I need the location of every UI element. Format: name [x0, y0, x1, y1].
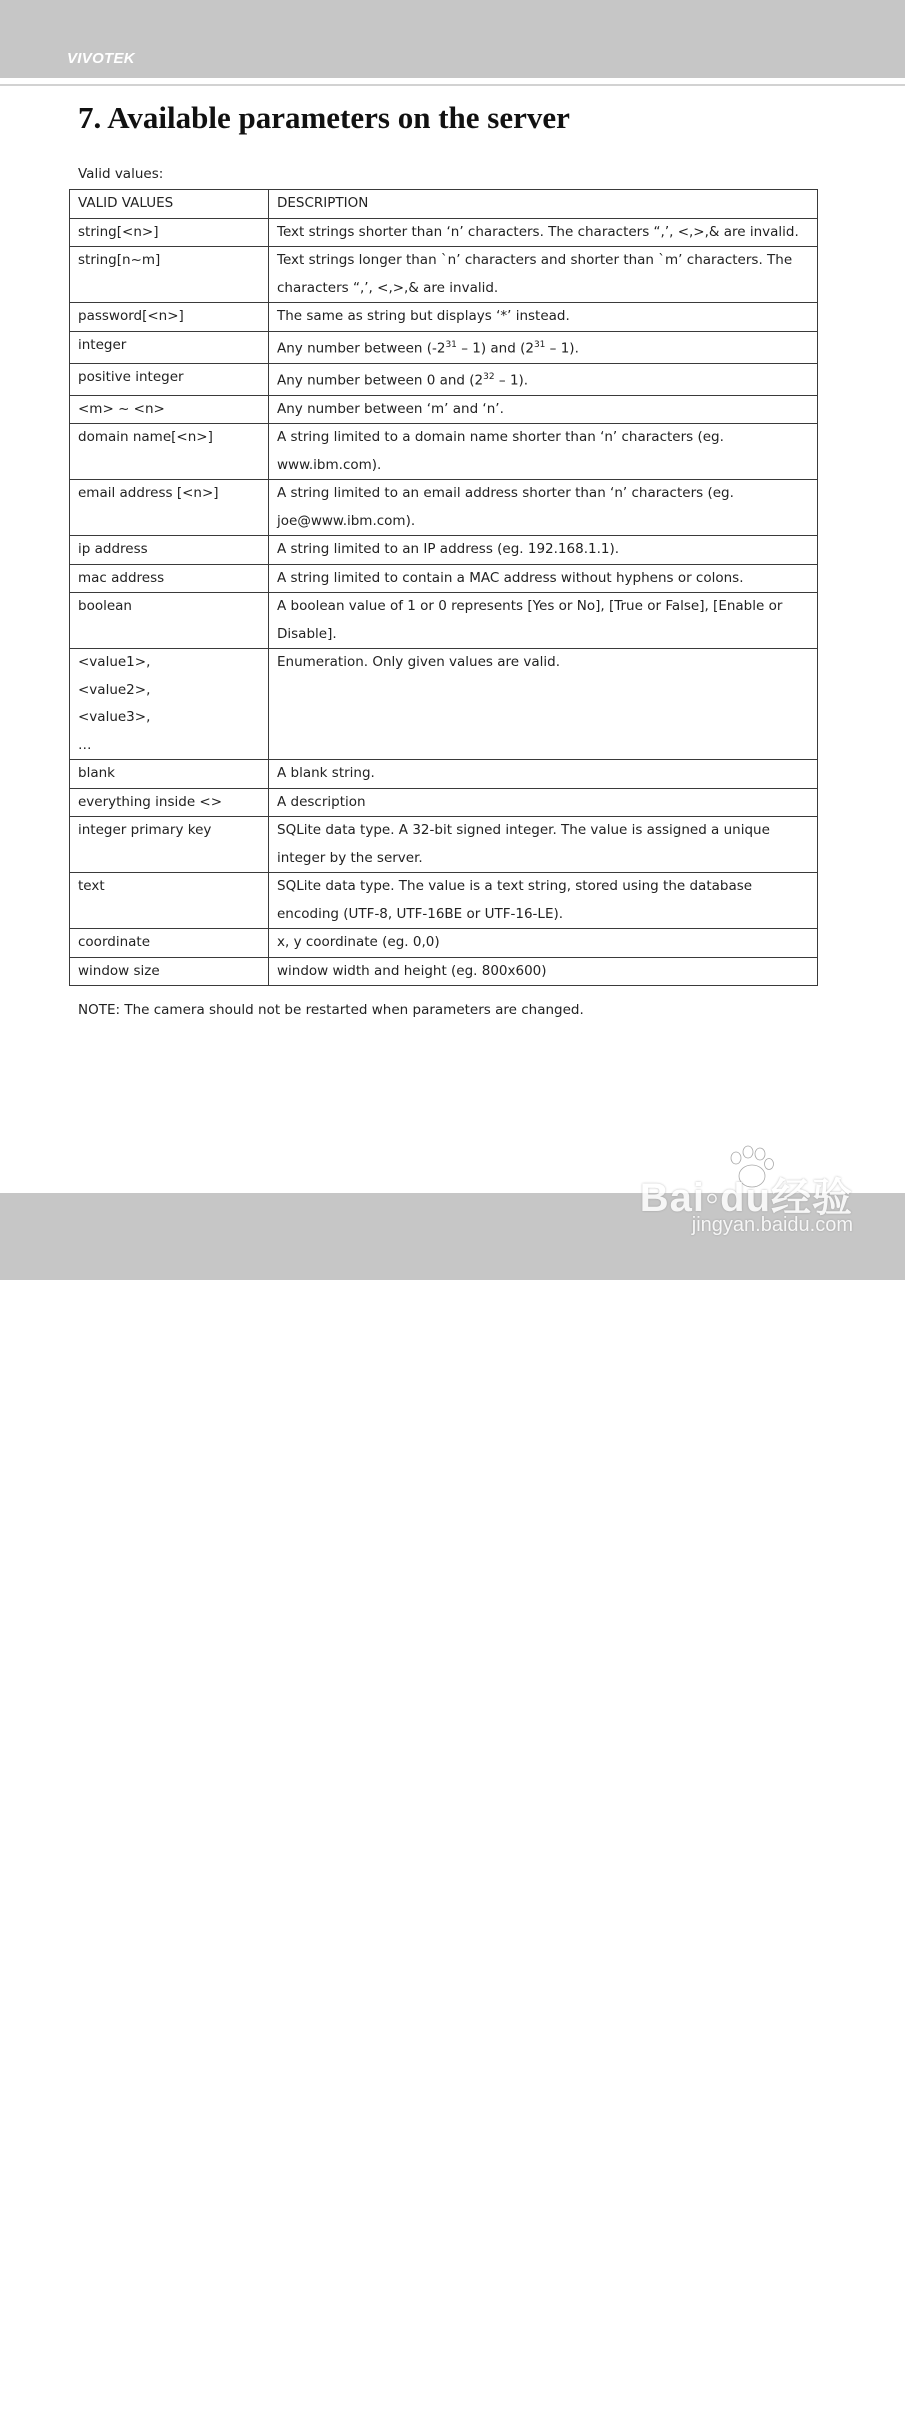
valid-value-cell — [70, 247, 269, 303]
valid-value-text: <value1>, — [78, 654, 151, 670]
description-cell: Enumeration. Only given values are valid. — [269, 649, 818, 760]
description-cell: A string limited to contain a MAC address without hyphens or colons. — [269, 564, 818, 593]
description-cell: A boolean value of 1 or 0 represents [Yes or No], [True or False], [Enable or Disable]. — [269, 593, 818, 649]
page-number: 116 - User's Manual — [66, 2402, 181, 2417]
table-row — [70, 247, 818, 303]
valid-value-cell — [70, 331, 269, 363]
table-row — [70, 480, 818, 536]
valid-value-cell — [70, 303, 269, 332]
valid-value-text: password[<n>] — [78, 308, 184, 324]
description-text: – 1). — [545, 340, 579, 356]
table-row — [70, 303, 818, 332]
valid-value-text: integer primary key — [78, 822, 212, 838]
table-row — [70, 760, 818, 789]
valid-value-cell — [70, 760, 269, 789]
valid-value-text: blank — [78, 765, 115, 781]
watermark-main-text: Bai◦du经验 — [639, 1176, 853, 1220]
brand-name: VIVOTEK — [67, 50, 135, 67]
watermark — [638, 1140, 853, 1250]
description-cell: Any number between ‘m’ and ‘n’. — [269, 395, 818, 424]
description-cell: Text strings longer than `n’ characters and shorter than `m’ characters. The characters “,’, <,>,& are invalid. — [269, 247, 818, 303]
table-row — [70, 363, 818, 395]
valid-value-cell — [70, 395, 269, 424]
description-text: Any number between (-2 — [277, 340, 446, 356]
table-row — [70, 424, 818, 480]
note-text: NOTE: The camera should not be restarted when parameters are changed. — [78, 1002, 584, 1018]
description-cell: A string limited to an email address shorter than ‘n’ characters (eg. joe@www.ibm.com). — [269, 480, 818, 536]
description-cell: A description — [269, 788, 818, 817]
header-rule — [0, 84, 905, 86]
valid-value-text: string[<n>] — [78, 223, 159, 240]
description-text: Any number between 0 and (2 — [277, 372, 484, 388]
table-row — [70, 929, 818, 958]
valid-value-text: coordinate — [78, 934, 151, 950]
exponent-text: 31 — [445, 339, 457, 350]
valid-value-text: everything inside <> — [78, 793, 223, 810]
description-cell: SQLite data type. A 32-bit signed integer. The value is assigned a unique integer by the server. — [269, 817, 818, 873]
description-text: – 1). — [494, 372, 529, 388]
valid-value-cell — [70, 593, 269, 649]
valid-value-text: … — [78, 736, 92, 753]
valid-value-cell — [70, 424, 269, 480]
description-text: – 1) and (2 — [456, 340, 534, 356]
description-cell: A blank string. — [269, 760, 818, 789]
valid-value-cell — [70, 218, 269, 247]
table-header-row — [70, 190, 818, 219]
valid-value-cell — [70, 363, 269, 395]
exponent-text: 31 — [533, 339, 546, 350]
valid-value-cell — [70, 649, 269, 760]
table-row — [70, 536, 818, 565]
table-row — [70, 564, 818, 593]
description-cell: The same as string but displays ‘*’ instead. — [269, 303, 818, 332]
valid-value-text: string[n~m] — [78, 252, 161, 268]
valid-value-text: ip address — [78, 541, 148, 557]
valid-value-cell — [70, 480, 269, 536]
description-cell: A string limited to an IP address (eg. 192.168.1.1). — [269, 536, 818, 565]
valid-value-cell — [70, 536, 269, 565]
description-cell: window width and height (eg. 800x600) — [269, 957, 818, 986]
table-row — [70, 593, 818, 649]
description-cell: x, y coordinate (eg. 0,0) — [269, 929, 818, 958]
valid-value-text: mac address — [78, 569, 165, 586]
table-row — [70, 395, 818, 424]
valid-value-text: boolean — [78, 598, 132, 614]
valid-value-text: domain name[<n>] — [78, 429, 213, 445]
parameters-table — [69, 189, 818, 986]
page-title: 7. Available parameters on the server — [78, 100, 570, 135]
description-cell — [269, 331, 818, 363]
valid-value-text: <value2>, — [78, 681, 151, 698]
valid-value-cell — [70, 564, 269, 593]
valid-value-cell — [70, 873, 269, 929]
valid-value-text: window size — [78, 962, 160, 979]
valid-value-text: integer — [78, 336, 127, 353]
exponent-text: 32 — [483, 371, 495, 382]
table-row — [70, 817, 818, 873]
valid-value-cell — [70, 788, 269, 817]
table-row — [70, 649, 818, 760]
header-valid-values: VALID VALUES — [70, 190, 269, 219]
table-row — [70, 873, 818, 929]
table-row — [70, 788, 818, 817]
header-band — [0, 0, 905, 78]
description-cell: SQLite data type. The value is a text string, stored using the database encoding (UTF-8, UTF-16BE or UTF-16-LE). — [269, 873, 818, 929]
valid-value-cell — [70, 957, 269, 986]
valid-value-cell — [70, 929, 269, 958]
description-cell: A string limited to a domain name shorter than ‘n’ characters (eg. www.ibm.com). — [269, 424, 818, 480]
watermark-url: jingyan.baidu.com — [691, 1214, 853, 1236]
table-row — [70, 957, 818, 986]
valid-value-text: <m> ~ <n> — [78, 400, 165, 417]
table-row — [70, 218, 818, 247]
valid-value-text: positive integer — [78, 368, 184, 385]
table-body — [70, 218, 818, 986]
description-cell — [269, 363, 818, 395]
table-row — [70, 331, 818, 363]
valid-value-text: email address [<n>] — [78, 485, 219, 501]
valid-value-text: text — [78, 878, 105, 894]
header-description: DESCRIPTION — [269, 190, 818, 219]
description-cell: Text strings shorter than ‘n’ characters. The characters “,’, <,>,& are invalid. — [269, 218, 818, 247]
intro-text: Valid values: — [78, 166, 164, 182]
valid-value-cell — [70, 817, 269, 873]
valid-value-text: <value3>, — [78, 709, 151, 725]
